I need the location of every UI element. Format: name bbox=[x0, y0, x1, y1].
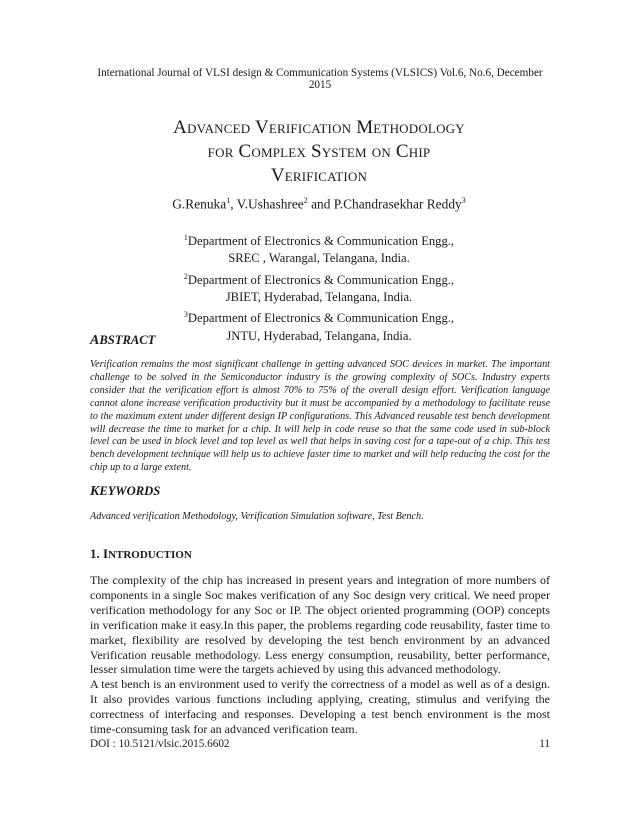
affiliation-dept: Department of Electronics & Communication Engg., bbox=[187, 272, 455, 287]
title-line-3: Verification bbox=[270, 165, 368, 186]
affiliation-1-line-2: SREC , Warangal, Telangana, India. bbox=[228, 251, 410, 266]
abstract-heading-rest: BSTRACT bbox=[99, 333, 156, 347]
author-3-sup: 3 bbox=[461, 196, 466, 205]
author-2-sup: 2 bbox=[303, 196, 308, 205]
introduction-paragraph-2: A test bench is an environment used to verify the correctness of a model as well as of a design. It also provides various functions including applying, creating, stimulus and verifying the correctness of interfacing and responses. Developing a test bench environment is the most time-consuming task for an advanced verification team. bbox=[90, 677, 550, 736]
affiliation-1-line-1 bbox=[60, 229, 578, 250]
introduction-paragraph-1: The complexity of the chip has increased in present years and integration of more numbers of components in a single Soc makes verification of any Soc design very critical. We need proper verification methodology for any Soc or IP. The object oriented programming (OOP) concepts in verification make it easy.In this paper, the problems regarding code reusability, faster time to market, flexibility are resolved by developing the test bench environment by an advanced Verification reusable methodology. Less energy consumption, reusability, better performance, lesser simulation time were the targets achieved by using this advanced methodology. bbox=[90, 573, 550, 677]
keywords-heading bbox=[90, 484, 160, 500]
journal-header: International Journal of VLSI design & Communication Systems (VLSICS) Vol.6, No.6, December 2015 bbox=[97, 67, 543, 91]
author-2: V.Ushashree bbox=[236, 196, 304, 212]
introduction-number: 1. I bbox=[90, 546, 109, 561]
affiliation-sup: 2 bbox=[183, 271, 188, 281]
author-separator: , bbox=[230, 196, 237, 212]
affiliation-dept: Department of Electronics & Communication Engg., bbox=[187, 234, 455, 249]
author-3: P.Chandrasekhar Reddy bbox=[333, 196, 462, 212]
affiliation-2-line-1 bbox=[60, 268, 578, 289]
introduction-heading-rest: NTRODUCTION bbox=[108, 549, 192, 561]
introduction-heading bbox=[90, 546, 192, 562]
keywords-heading-cap: K bbox=[90, 484, 100, 499]
affiliation-3-line-2: JNTU, Hyderabad, Telangana, India. bbox=[226, 328, 412, 343]
author-list bbox=[60, 196, 578, 212]
keywords-heading-rest: EYWORDS bbox=[99, 484, 161, 498]
footer-doi: DOI : 10.5121/vlsic.2015.6602 bbox=[90, 738, 230, 750]
abstract-text: Verification remains the most significant challenge in getting advanced SOC devices in market. The important challenge to be solved in the Semiconductor industry is the growing complexity of SOCs. Industry experts consider that the verification effort is almost 70% to 75% of the overall design effort. Verification language cannot alone increase verification productivity but it must be accompanied by a methodology to facilitate reuse to the maximum extent under different design IP configurations. This Advanced reusable test bench development will decrease the time to market for a chip. It will help in code reuse so that the same code used in sub-block level can be used in block level and top level as well that helps in saving cost for a tape-out of a chip. This test bench development technique will help us to achieve faster time to market and will help reducing the cost for the chip up to a large extent. bbox=[90, 359, 550, 474]
author-1-sup: 1 bbox=[226, 196, 231, 205]
keywords-text: Advanced verification Methodology, Verification Simulation software, Test Bench. bbox=[90, 511, 424, 522]
page-number: 11 bbox=[539, 738, 550, 750]
affiliation-2-line-2: JBIET, Hyderabad, Telangana, India. bbox=[225, 289, 413, 304]
author-separator: and bbox=[307, 196, 334, 212]
affiliation-sup: 3 bbox=[183, 310, 188, 320]
title-line-1: Advanced Verification Methodology bbox=[173, 117, 465, 138]
affiliation-3-line-1 bbox=[60, 306, 578, 327]
affiliation-sup: 1 bbox=[183, 233, 188, 242]
title-line-2: for Complex System on Chip bbox=[207, 141, 431, 162]
affiliation-dept: Department of Electronics & Communication Engg., bbox=[187, 311, 455, 326]
author-1: G.Renuka bbox=[172, 196, 227, 212]
abstract-heading-cap: A bbox=[90, 333, 100, 348]
abstract-heading bbox=[90, 333, 155, 349]
affiliations bbox=[60, 229, 578, 345]
paper-title bbox=[60, 116, 578, 188]
